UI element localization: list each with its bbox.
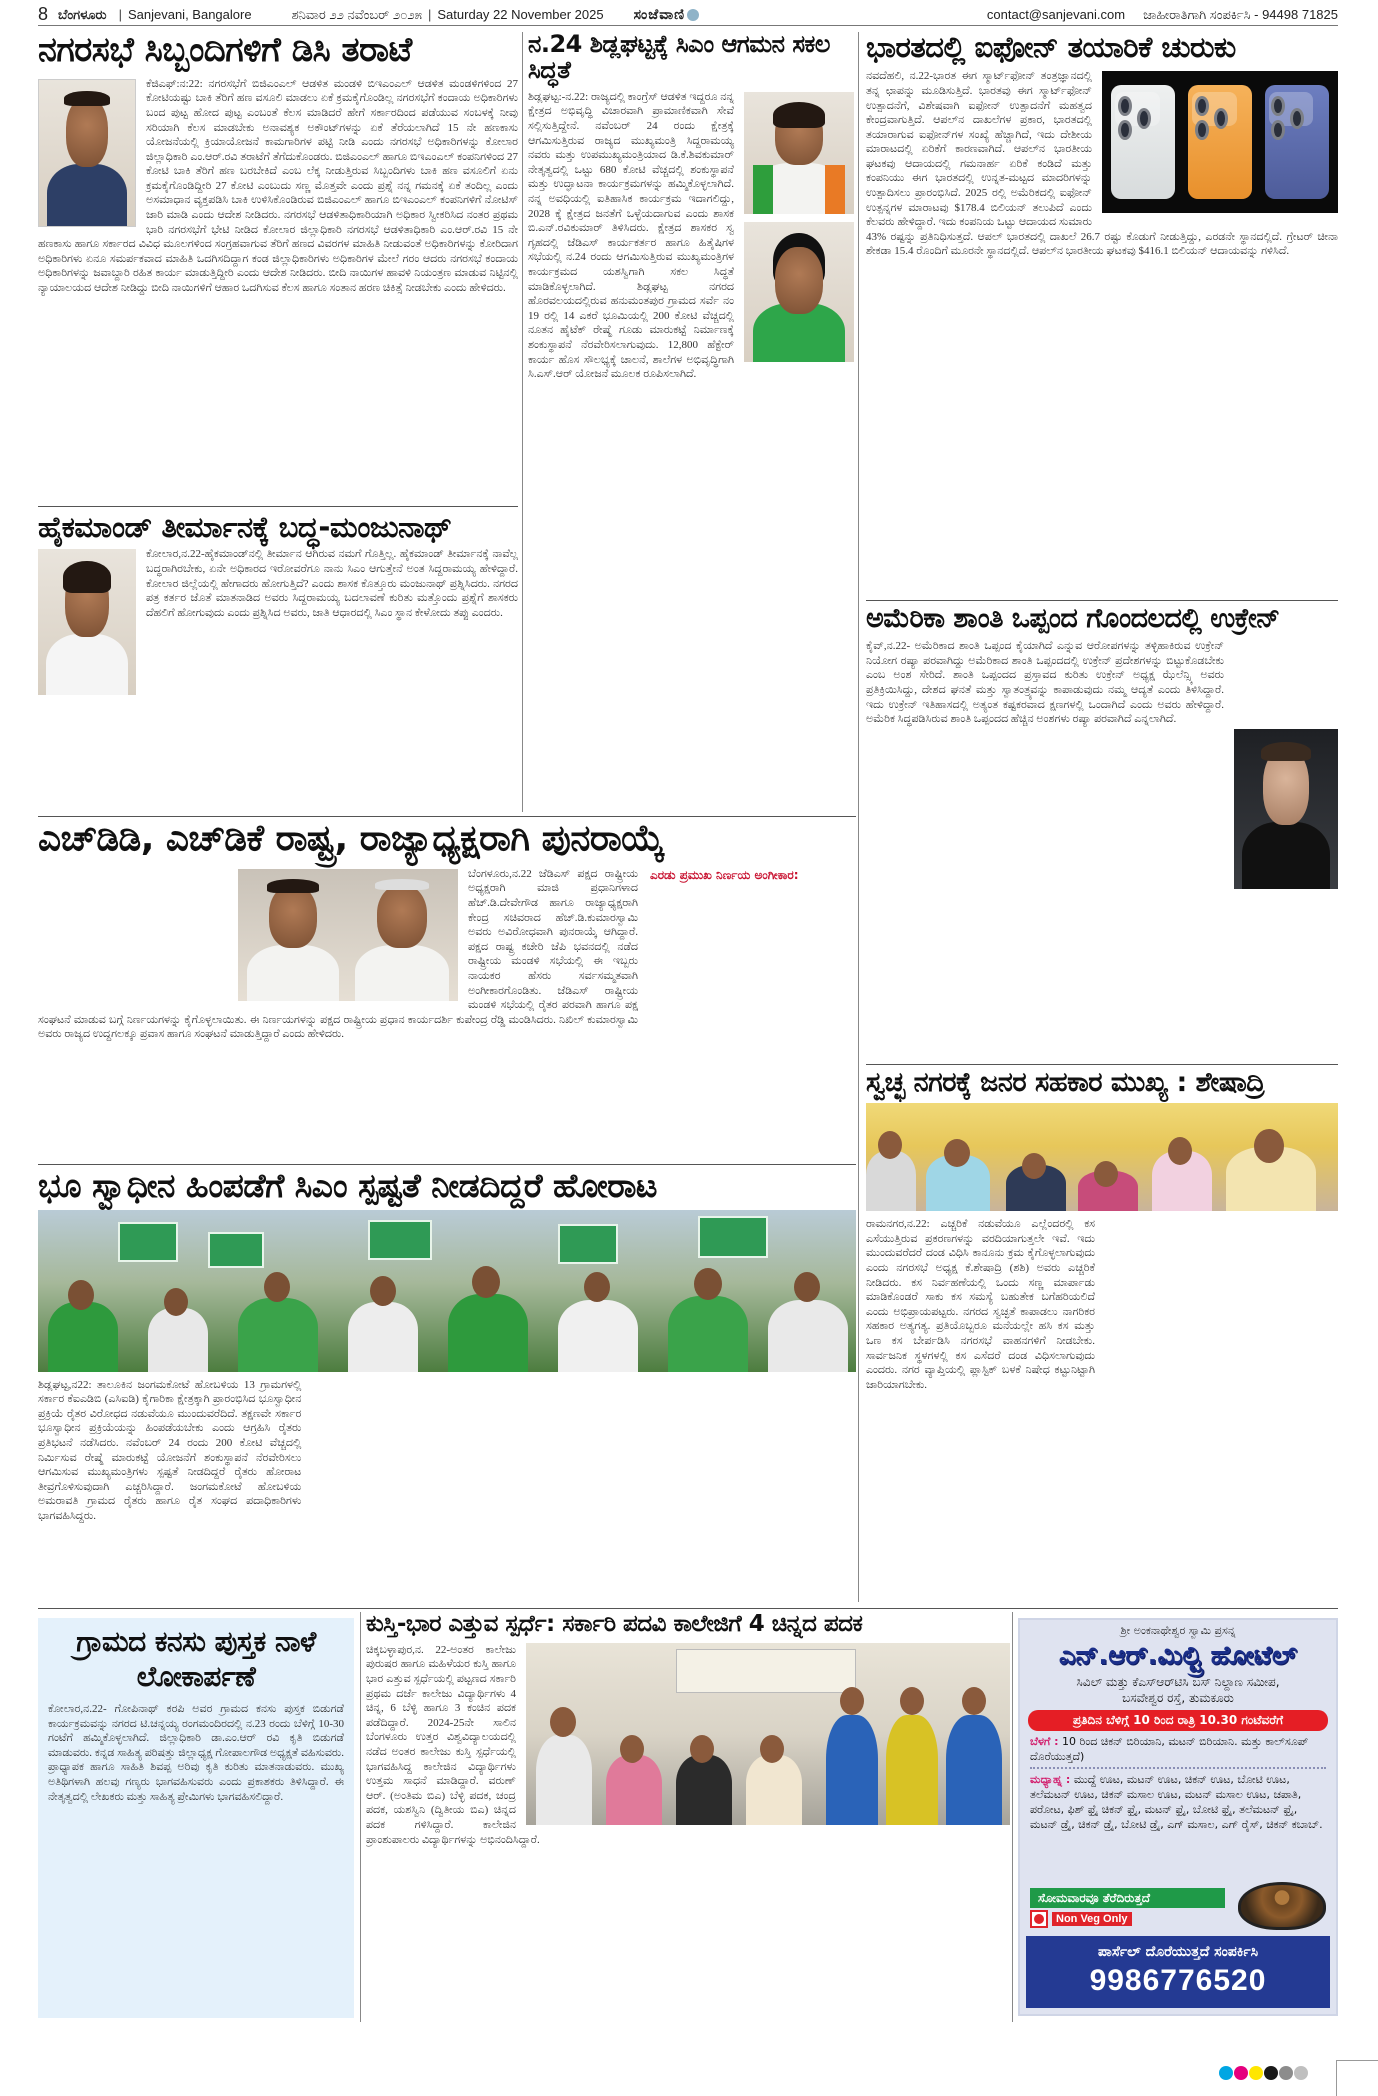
column-rule [858,32,859,1602]
date-english: Saturday 22 November 2025 [437,7,604,22]
yellow-swatch [1249,2066,1263,2080]
camera-lens [1195,96,1209,116]
column-rule [1012,1612,1013,2022]
article-cm-visit [528,32,854,812]
photo-shape [826,1715,878,1825]
page-number: 8 [38,4,49,24]
article-body: ನವದೆಹಲಿ, ನ.22-ಭಾರತ ಈಗ ಸ್ಮಾರ್ಟ್‌ಫೋನ್ ತಂತ್ರಜ್ಞಾನದಲ್ಲಿ ತನ್ನ ಛಾಪನ್ನು ಮೂಡಿಸುತ್ತಿದೆ. ಭಾರತವು ಈಗ ಸ್ಮಾರ್ಟ್‌ಫೋನ್ ಉತ್ಪಾದನೆಗೆ, ವಿಶೇಷವಾಗಿ ಐಫೋನ್ ಉತ್ಪಾದನೆಗೆ ಮಹತ್ವದ ಕೇಂದ್ರವಾಗುತ್ತಿದೆ. ಆಪಲ್‌ನ ದಾಖಲೆಗಳ ಪ್ರಕಾರ, ಭಾರತದಲ್ಲಿ ತಯಾರಾಗುವ ಐಫೋನ್‌ಗಳ ಸಂಖ್ಯೆ ಹೆಚ್ಚಾಗಿದೆ, ಇದು ದೇಶೀಯ ಮಾರಾಟದಲ್ಲಿ ಏರಿಕೆಗೆ ಕಾರಣವಾಗಿದೆ. ಆಪಲ್‌ನ ಭಾರತೀಯ ಘಟಕವು ಆದಾಯದಲ್ಲಿ ಗಮನಾರ್ಹ ಏರಿಕೆ ಕಂಡಿದೆ ಮತ್ತು ಕಂಪನಿಯು ಈಗ ಭಾರತದಲ್ಲಿ ಉನ್ನತ-ಮಟ್ಟದ ಮಾದರಿಗಳನ್ನು ಉತ್ಪಾದಿಸಲು ಪ್ರಾರಂಭಿಸಿದೆ. 2025 ರಲ್ಲಿ ಅಮೆರಿಕದಲ್ಲಿ ಐಫೋನ್ ಉತ್ಪನ್ನಗಳ ಮಾರಾಟವು $178.4 ಬಿಲಿಯನ್ ತಲುಪಿದೆ ಎಂದು ಕೆಲವರು ಹೇಳಿದ್ದಾರೆ. ಇದು ಕಂಪನಿಯ ಒಟ್ಟು ಆದಾಯದ ಸುಮಾರು 43% ರಷ್ಟನ್ನು ಪ್ರತಿನಿಧಿಸುತ್ತದೆ. ಆಪಲ್ ಭಾರತದಲ್ಲಿ ದಾಖಲೆ 26.7 ರಷ್ಟು ಕೊಡುಗೆ ನೀಡುತ್ತಿದ್ದು, ಎರಡನೇ ಸ್ಥಾನದಲ್ಲಿದೆ. ಗ್ರೇಟರ್ ಚೀನಾ ಶೇಕಡಾ 15.4 ರೊಂದಿಗೆ ಮೂರನೇ ಸ್ಥಾನದಲ್ಲಿದೆ. ಆಪಲ್‌ನ ಭಾರತೀಯ ಘಟಕವು $416.1 ಬಿಲಿಯನ್ ಆದಾಯವನ್ನು ಗಳಿಸಿದೆ. [866,70,1338,258]
article-clean-city [866,1068,1338,1603]
edition-label: Sanjevani, Bangalore [127,7,252,22]
placard [208,1232,264,1268]
photo-shape [900,1687,924,1715]
photo-shape [775,247,823,314]
photo-shape [760,1735,784,1763]
photo-shape [1242,822,1329,889]
print-registration-marks [1219,2066,1308,2080]
non-veg-dot [1034,1914,1044,1924]
photo-shape [47,164,128,226]
photo-shape [1022,1153,1046,1179]
farmers-protest-photo [38,1210,856,1372]
headline: ನ.24 ಶಿಡ್ಲಘಟ್ಟಕ್ಕೆ ಸಿಎಂ ಆಗಮನ ಸಕಲ ಸಿದ್ಧತೆ [528,32,830,84]
leaders-photo [238,869,458,1001]
subhead-column [650,867,856,1151]
hotel-advertisement [1018,1618,1338,2016]
photo-shape [1094,1161,1118,1187]
photo-shape [694,1268,722,1300]
article-body-wrap [38,77,518,497]
contact-email[interactable]: contact@sanjevani.com [986,7,1126,22]
ad-badges-row [1026,1888,1330,1930]
ad-blessing: ಶ್ರೀ ಅಂಕನಾಥೇಶ್ವರ ಸ್ವಾಮಿ ಪ್ರಸನ್ನ [1120,1624,1236,1637]
photo-shape [375,879,429,890]
article-body: ಕೆಜಿಎಫ್:ನ:22: ನಗರಸಭೆಗೆ ಬಿಜಿಎಂಎಲ್ ಆಡಳಿತ ಮಂಡಳಿ ಬಿಇಎಂಎಲ್ ಆಡಳಿತ ಮಂಡಳಿಗಳಿಂದ 27 ಕೋಟಿಯಷ್ಟು ಬಾಕಿ ತೆರಿಗೆ ಹಣ ವಸೂಲಿ ಮಾಡಲು ಏಕೆ ಕ್ರಮಕೈಗೊಂಡಿಲ್ಲ ನಗರಸಭೆಗೆ ಕಂದಾಯ ಅಧಿಕಾರಿಗಳು ಬಂದ ಪುಟ್ಟ ಹೋದ ಪುಟ್ಟ ಎಂಬಂತೆ ಕೆಲಸ ಮಾಡಿದರೆ ಹೇಗೆ ಸರ್ಕಾರದಿಂದ ಪಡೆಯುವ ಸಂಬಳಕ್ಕೆ ನೀವು ಸರಿಯಾಗಿ ಕೆಲಸ ಮಾಡಬೇಕು ಅನಾವಶ್ಯಕ ಅಕೌಂಟ್‌ಗಳನ್ನು ಏಕೆ ತೆರೆಯಲಾಗಿದೆ 15 ನೇ ಹಣಕಾಸು ಯೋಜನೆಯಲ್ಲಿ ಕ್ರಿಯಾಯೋಜನೆ ಕಾಮಗಾರಿಗಳ ಪಟ್ಟಿ ನೀಡಿ ಎಂದು ನಗರಸಭೆ ಅಧಿಕಾರಿಗಳನ್ನು ಕೋಲಾರ ಜಿಲ್ಲಾಧಿಕಾರಿ ಎಂ.ಆರ್.ರವಿ ತರಾಟೆಗೆ ತೆಗೆದುಕೊಂಡರು. ಬಿಜಿಎಂಎಲ್ ಹಾಗೂ ಬಿಇಎಂಎಲ್ ಕಂಪನಿಗಳಿಂದ 27 ಕೋಟಿ ಬಾಕಿ ತೆರಿಗೆ ಹಣ ಬರಬೇಕಿದೆ ಎಂಬ ಲೆಕ್ಕ ನೀಡುತ್ತಿರುವ ಸಿಬ್ಬಂದಿಗಳು ಬಾಕಿ ಹಣ ವಸೂಲಿಗೆ ಏನು ಕ್ರಮಕೈಗೊಂಡಿದ್ದೀರಿ 27 ಕೋಟಿ ಎಂಬುದು ಸಣ್ಣ ಮೊತ್ತವೇ ಎಂದು ಪ್ರಶ್ನೆ ನನ್ನ ಗಮನಕ್ಕೆ ಏಕೆ ತಂದಿಲ್ಲ ಎಂದು ಅಸಮಾಧಾನ ವ್ಯಕ್ತಪಡಿಸಿ ಬಾಕಿ ಉಳಿಸಿಕೊಂಡಿರುವ ಬಿಜಿಎಂಎಲ್ ಹಾಗೂ ಬಿಇಎಂಎಲ್ ಕಂಪನಿಗಳಿಗೆ ನೋಟಿಸ್ ಜಾರಿ ಮಾಡಿ ಎಂದು ಆದೇಶ ನೀಡಿದರು. ನಗರಸಭೆ ಆಡಳಿತಾಧಿಕಾರಿಯಾಗಿ ಅಧಿಕಾರ ಸ್ವೀಕರಿಸಿದ ನಂತರ ಪ್ರಥಮ ಭಾರಿ ನಗರಸಭೆಗೆ ಭೇಟಿ ನೀಡಿದ ಕೋಲಾರ ಜಿಲ್ಲಾಧಿಕಾರಿ ನಗರಸಭೆ ಆಡಳಿತಾಧಿಕಾರಿ ಎಂ.ಆರ್.ರವಿ 15 ನೇ ಹಣಕಾಸು ಹಾಗೂ ಸರ್ಕಾರದ ವಿವಿಧ ಮೂಲಗಳಿಂದ ಸಂಗ್ರಹವಾಗುವ ತೆರಿಗೆ ಹಣದ ವಿವರಗಳ ಮಾಹಿತಿ ನೀಡುವಂತೆ ಅಧಿಕಾರಿಗಳನ್ನು ಕೋರಿದಾಗ ಅಧಿಕಾರಿಗಳು ಏನೂ ಸಮರ್ಪಕವಾದ ಮಾಹಿತಿ ಒದಗಿಸದಿದ್ದಾಗ ಕಂಡ ಜಿಲ್ಲಾಧಿಕಾರಿಗಳು ಅಧಿಕಾರಿಗಳ ಮೇಲೆ ಗರಂ ಆದರು ನಗರಸಭೆ ಕಂದಾಯ ಅಧಿಕಾರಿಗಳನ್ನು ಜವಾಬ್ದಾರಿ ರಹಿತ ಕಾರ್ಯ ಮಾಡುತ್ತಿದ್ದೀರಿ ಎಂದು ಆದೇಶ ನೀಡಿದರು. ಬೀದಿ ನಾಯಿಗಳ ಹಾವಳಿ ನಿಯಂತ್ರಣ ಮಾಡುವ ನಿಟ್ಟಿನಲ್ಲಿ ನ್ಯಾಯಾಲಯದ ಆದೇಶ ನೀಡಿದ್ದು ಬೀದಿ ನಾಯಿಗಳಿಗೆ ಆಹಾರ ಒದಗಿಸುವ ಕೆಲಸ ಹಾಗೂ ಸಂತಾನ ಹರಣ ಚಿಕಿತ್ಸೆ ನೀಡಬೇಕು ಎಂದು ಹೇಳಿದರು. [38,77,518,295]
photo-shape [64,91,110,106]
non-veg-symbol-icon [1030,1910,1048,1928]
photo-shape [794,1272,820,1302]
mla-portrait-photo [744,92,854,214]
dc-portrait-photo [38,79,136,227]
section-rule [38,1608,1338,1609]
photo-shape [676,1755,732,1825]
photo-shape [773,102,826,129]
photo-shape [606,1755,662,1825]
headline: ಎಚ್‌ಡಿಡಿ, ಎಚ್‌ಡಿಕೆ ರಾಷ್ಟ್ರ, ರಾಜ್ಯಾಧ್ಯಕ್ಷರಾಗಿ ಪುನರಾಯ್ಕೆ [38,820,665,859]
photo-shape [946,1715,1002,1825]
photo-shape [267,879,320,892]
hotel-phone-number[interactable]: 9986776520 [1089,1964,1267,1997]
photo-shape [840,1687,864,1715]
photo-shape [355,945,449,1000]
cyan-swatch [1219,2066,1233,2080]
headline: ಕುಸ್ತಿ-ಭಾರ ಎತ್ತುವ ಸ್ಪರ್ಧೆ: ಸರ್ಕಾರಿ ಪದವಿ ಕಾಲೇಜಿಗೆ 4 ಚಿನ್ನದ ಪದಕ [366,1612,863,1637]
crop-mark [1336,2060,1378,2096]
photo-shape [269,885,317,948]
photo-shape [164,1288,188,1316]
photo-shape [550,1707,576,1737]
parcel-text: ಪಾರ್ಸೆಲ್ ದೊರೆಯುತ್ತದೆ ಸಂಪರ್ಕಿಸಿ [1097,1944,1259,1960]
photo-shape [148,1308,208,1372]
photo-shape [558,1300,638,1372]
manjunath-portrait-photo [38,549,136,695]
masthead [38,4,1338,26]
photo-shape [886,1715,938,1825]
photo-shape [472,1266,500,1298]
article-body: ಕೋಲಾರ,ನ.22-ಹೈಕಮಾಂಡ್‌ನಲ್ಲಿ ತೀರ್ಮಾನ ಆಗಿರುವ ನಮಗೆ ಗೊತ್ತಿಲ್ಲ. ಹೈಕಮಾಂಡ್ ತೀರ್ಮಾನಕ್ಕೆ ನಾವೆಲ್ಲ ಬದ್ಧರಾಗಿರಬೇಕು, ಏನೇ ಅಧಿಕಾರದ ಇರೋವರೆಗೂ ನಾನು ಸಿಎಂ ಆಗುತ್ತೇನೆ ಅಂತ ಸಿದ್ದರಾಮಯ್ಯ ಹೇಳಿದ್ದಾರೆ. ಕೋಲಾರ ಜಿಲ್ಲೆಯಲ್ಲಿ ಹೇಗಾದರು ಹೋಗುತ್ತಿದೆ? ಎಂದು ಶಾಸಕ ಕೊತ್ತೂರು ಮಂಜುನಾಥ್ ಪ್ರಶ್ನಿಸಿದರು. ನಗರದ ಪತ್ರ ಕರ್ತರ ಜೊತೆ ಮಾತನಾಡಿದ ಅವರು ಸಿದ್ದರಾಮಯ್ಯ ಬದಲಾವಣೆ ಕುರಿತು ಮತ್ತೊಂದು ಪ್ರಶ್ನೆಗೆ ಶಾಸಕರು ದೆಹಲಿಗೆ ಹೋಗುವುದು ಎಂದು ಪ್ರಶ್ನಿಸಿದ ಅವರು, ಜಾತಿ ಆಧಾರದಲ್ಲಿ ಸಿಎಂ ಸ್ಥಾನ ಕೇಳೋದು ತಪ್ಪು ಎಂದರು. [146,548,518,619]
article-highcommand [38,512,518,810]
placard [368,1220,432,1260]
parcel-contact-banner [1026,1936,1330,2008]
photo-shape [944,1139,970,1167]
photo-shape [247,945,339,1000]
camera-lens [1118,96,1132,116]
woman-portrait-photo [744,222,854,362]
placard [118,1222,178,1262]
camera-lens [1137,108,1151,128]
hotel-address [1020,1674,1336,1706]
article-body: ಚಿಕ್ಕಬಳ್ಳಾಪುರ,ನ. 22-ಅಂತರ ಕಾಲೇಜು ಪುರುಷರ ಹಾಗೂ ಮಹಿಳೆಯರ ಕುಸ್ತಿ ಹಾಗೂ ಭಾರ ಎತ್ತುವ ಸ್ಪರ್ಧೆಯಲ್ಲಿ ಪಟ್ಟಣದ ಸರ್ಕಾರಿ ಪ್ರಥಮ ದರ್ಜೆ ಕಾಲೇಜು ವಿದ್ಯಾರ್ಥಿಗಳು 4 ಚಿನ್ನ, 6 ಬೆಳ್ಳಿ ಹಾಗೂ 3 ಕಂಚಿನ ಪದಕ ಪಡೆದಿದ್ದಾರೆ. 2024-25ನೇ ಸಾಲಿನ ಬೆಂಗಳೂರು ಉತ್ತರ ವಿಶ್ವವಿದ್ಯಾಲಯದಲ್ಲಿ ನಡೆದ ಅಂತರ ಕಾಲೇಜು ಕುಸ್ತಿ ಸ್ಪರ್ಧೆಯಲ್ಲಿ ಭಾಗವಹಿಸಿದ್ದ ಕಾಲೇಜಿನ ವಿದ್ಯಾರ್ಥಿಗಳು ಉತ್ತಮ ಸಾಧನೆ ಮಾಡಿದ್ದಾರೆ. ವರುಣ್ ಆರ್. (ಅಂತಿಮ ಬಿಎ) ಬೆಳ್ಳಿ ಪದಕ, ಚಂದ್ರ ಪದಕ, ಯಶಸ್ವಿನಿ (ದ್ವಿತೀಯ ಬಿಎ) ಚಿನ್ನದ ಪದಕ ಗಳಿಸಿದ್ದಾರೆ. ಕಾಲೇಜಿನ ಪ್ರಾಂಶುಪಾಲರು ವಿದ್ಯಾರ್ಥಿಗಳನ್ನು ಅಭಿನಂದಿಸಿದ್ದಾರೆ. [366,1643,540,1846]
non-veg-label: Non Veg Only [1052,1912,1132,1926]
column-rule [360,1612,361,2022]
article-ukraine [866,604,1338,1059]
headline: ಭೂ ಸ್ವಾಧೀನ ಹಿಂಪಡೆಗೆ ಸಿಎಂ ಸ್ಪಷ್ಟತೆ ನೀಡದಿದ್ದರೆ ಹೋರಾಟ [38,1168,657,1205]
photo-shape [68,1280,94,1310]
photo-shape [48,1302,118,1372]
photo-shape [46,634,128,695]
photo-shape [370,1276,396,1306]
photo-shape [66,97,108,167]
grey-swatch [1279,2066,1293,2080]
article-body-wrap [38,547,518,805]
camera-lens [1214,108,1228,128]
article-body: ಬೆಂಗಳೂರು,ನ.22 ಜೆಡಿಎಸ್ ಪಕ್ಷದ ರಾಷ್ಟ್ರೀಯ ಅಧ್ಯಕ್ಷರಾಗಿ ಮಾಜಿ ಪ್ರಧಾನಿಗಳಾದ ಹೆಚ್.ಡಿ.ದೇವೇಗೌಡ ಹಾಗೂ ರಾಜ್ಯಾಧ್ಯಕ್ಷರಾಗಿ ಕೇಂದ್ರ ಸಚಿವರಾದ ಹೆಚ್.ಡಿ.ಕುಮಾರಸ್ವಾಮಿ ಅವರು ಅವಿರೋಧವಾಗಿ ಪುನರಾಯ್ಕೆ ಆಗಿದ್ದಾರೆ. ಪಕ್ಷದ ರಾಷ್ಟ್ರ ಕಚೇರಿ ಜೆಪಿ ಭವನದಲ್ಲಿ ನಡೆದ ರಾಷ್ಟ್ರೀಯ ಮಂಡಳಿ ಸಭೆಯಲ್ಲಿ ಈ ಇಬ್ಬರು ನಾಯಕರ ಹೆಸರು ಸರ್ವಸಮ್ಮತವಾಗಿ ಅಂಗೀಕಾರಗೊಂಡಿತು. ಜೆಡಿಎಸ್ ರಾಷ್ಟ್ರೀಯ ಮಂಡಳಿ ಸಭೆಯಲ್ಲಿ ರೈತರ ಪರವಾಗಿ ಹಾಗೂ ಪಕ್ಷ ಸಂಘಟನೆ ಮಾಡುವ ಬಗ್ಗೆ ನಿರ್ಣಯಗಳನ್ನು ಕೈಗೊಳ್ಳಲಾಯಿತು. ಈ ನಿರ್ಣಯಗಳನ್ನು ಪಕ್ಷದ ರಾಷ್ಟ್ರೀಯ ಪ್ರಧಾನ ಕಾರ್ಯದರ್ಶಿ ಕುಪೇಂದ್ರ ರೆಡ್ಡಿ ಮಂಡಿಸಿದರು. ನಿಖಿಲ್ ಕುಮಾರಸ್ವಾಮಿ ಅವರು ರಾಜ್ಯದ ಉದ್ದಗಲಕ್ಕೂ ಪ್ರವಾಸ ಹಾಗೂ ಸಂಘಟನೆ ಮಾಡುತ್ತಿದ್ದಾರೆ ಎಂದು ಹೇಳಿದರು. [38,867,638,1041]
afternoon-menu [1020,1772,1336,1832]
hotel-name: ಎನ್.ಆರ್.ಮಿಲ್ಟ್ರಿ ಹೋಟೆಲ್ [1058,1641,1298,1671]
photo-shape [668,1296,748,1372]
iphone-blue [1265,85,1329,199]
cm-visit-photos [744,92,854,362]
section-rule [38,816,856,817]
date-kannada: ಶನಿವಾರ ೨೨ ನವೆಂಬರ್ ೨೦೨೫ [291,6,422,22]
article-hdd-hdk [38,820,856,1158]
afternoon-label: ಮಧ್ಯಾಹ್ನ : [1030,1773,1071,1786]
photo-shape [584,1272,610,1302]
subhead: ಎರಡು ಪ್ರಮುಖ ನಿರ್ಣಯ ಅಂಗೀಕಾರ: [650,867,799,882]
morning-menu [1020,1731,1336,1764]
leader-two [346,869,458,1001]
article-wrestling [366,1612,1010,2022]
city-label: ಬೆಂಗಳೂರು [58,6,107,22]
light-grey-swatch [1294,2066,1308,2080]
photo-shape [962,1687,986,1715]
afternoon-items: ಮುದ್ದೆ ಊಟ, ಮಟನ್ ಊಟ, ಚಿಕನ್ ಊಟ, ಬೋಟಿ ಊಟ, ತಲೆಮಟನ್ ಊಟ, ಚಿಕನ್ ಮಸಾಲ ಊಟ, ಮಟನ್ ಮಸಾಲ ಊಟ, ಚಪಾತಿ, ಪರೋಟ, ಫಿಶ್ ಫ್ರೈ ಚಿಕನ್ ಫ್ರೈ, ಮಟನ್ ಫ್ರೈ, ಬೋಟಿ ಫ್ರೈ, ತಲೆಮಟನ್ ಫ್ರೈ, ಮಟನ್ ಡ್ರೈ, ಚಿಕನ್ ಡ್ರೈ, ಬೋಟಿ ಡ್ರೈ, ಎಗ್ ಮಸಾಲ, ಎಗ್ ರೈಸ್, ಚಿಕನ್ ಕಬಾಬ್. [1030,1773,1323,1831]
hotel-timing-banner: ಪ್ರತಿದಿನ ಬೆಳಿಗ್ಗೆ 10 ರಿಂದ ರಾತ್ರಿ 10.30 ಗಂಟೆವರೆಗೆ [1028,1710,1328,1731]
placard [558,1224,618,1264]
section-rule [38,506,518,507]
headline: ಭಾರತದಲ್ಲಿ ಐಫೋನ್ ತಯಾರಿಕೆ ಚುರುಕು [866,32,1236,64]
article-body-wrap [366,1643,1010,2015]
photo-shape [690,1735,714,1763]
photo-shape [1168,1137,1192,1165]
photo-shape [448,1294,528,1372]
open-monday-badge: ಸೋಮವಾರವೂ ತೆರೆದಿರುತ್ತದೆ [1030,1888,1225,1908]
separator: | [118,7,122,22]
photo-shape [348,1302,418,1372]
camera-lens [1271,120,1285,140]
menu-divider [1030,1767,1326,1769]
ad-contact: ಜಾಹೀರಾತಿಗಾಗಿ ಸಂಪರ್ಕಿಸಿ - 94498 71825 [1143,6,1338,22]
article-body: ಶಿಡ್ಲಘಟ್ಟ,ನ22: ತಾಲೂಕಿನ ಜಂಗಮಕೋಟೆ ಹೋಬಳಿಯ 13 ಗ್ರಾಮಗಳಲ್ಲಿ ಸರ್ಕಾರ ಕೆಐಎಡಿಬಿ (ಎಸಿಐಡಿ) ಕೈಗಾರಿಕಾ ಕ್ಷೇತ್ರಕ್ಕಾಗಿ ಪ್ರಾರಂಭಿಸಿದ ಭೂಸ್ವಾಧೀನ ಪ್ರಕ್ರಿಯೆ ರೈತರ ವಿರೋಧದ ನಡುವೆಯೂ ಮುಂದುವರೆದಿದೆ. ತಕ್ಷಣವೇ ಸರ್ಕಾರ ಭೂಸ್ವಾಧೀನ ಪ್ರಕ್ರಿಯೆಯನ್ನು ಹಿಂಪಡೆಯಬೇಕು ಎಂದು ಆಗ್ರಹಿಸಿ ರೈತರು ಪ್ರತಿಭಟನೆ ನಡೆಸಿದರು. ನವೆಂಬರ್ 24 ರಂದು 200 ಕೋಟಿ ವೆಚ್ಚದಲ್ಲಿ ನಿರ್ಮಿಸುವ ರೇಷ್ಮೆ ಮಾರುಕಟ್ಟೆ ಯೋಜನೆಗೆ ಶಂಕುಸ್ಥಾಪನೆ ನೆರವೇರಿಸಲು ಆಗಮಿಸುವ ಮುಖ್ಯಮಂತ್ರಿಗಳು ಸ್ಪಷ್ಟತೆ ನೀಡದಿದ್ದರೆ ರೈತರು ಹೋರಾಟ ತೀವ್ರಗೊಳಿಸುವುದಾಗಿ ಎಚ್ಚರಿಸಿದ್ದಾರೆ. ಜಂಗಮಕೋಟೆ ಹೋಬಳಿಯ ಅಮರಾವತಿ ಗ್ರಾಮದ ರೈತರು ಹಾಗೂ ರೈತ ಸಂಘದ ಪದಾಧಿಕಾರಿಗಳು ಭಾಗವಹಿಸಿದ್ದರು. [38,1378,302,1522]
photo-shape [1254,1129,1284,1163]
column-rule [522,32,523,812]
iphone-orange [1188,85,1252,199]
photo-shape [866,1151,916,1211]
section-rule [866,1064,1338,1065]
morning-items: 10 ರಿಂದ ಚಿಕನ್ ಬಿರಿಯಾನಿ, ಮಟನ್ ಬಿರಿಯಾನಿ. ಮತ್ತು ಕಾಲ್‌ಸೂಪ್ ದೊರೆಯುತ್ತದೆ) [1030,1735,1309,1763]
logo-text: ಸಂಜೆವಾಣಿ [633,6,686,22]
photo-shape [238,1298,318,1372]
article-body-wrap [866,69,1338,589]
photo-shape [1261,742,1311,761]
headline: ಹೈಕಮಾಂಡ್ ತೀರ್ಮಾನಕ್ಕೆ ಬದ್ಧ-ಮಂಜುನಾಥ್ [38,512,452,544]
medal-winners-photo [526,1643,1010,1825]
newspaper-logo [634,6,701,23]
zelensky-portrait-photo [1234,729,1338,889]
photo-shape [264,1272,290,1302]
article-body: ಕೈವ್,ನ.22- ಅಮೆರಿಕಾದ ಶಾಂತಿ ಒಪ್ಪಂದ ಕೈಯಾಗಿದೆ ಎನ್ನುವ ಆರೋಪಗಳನ್ನು ತಳ್ಳಿಹಾಕಿರುವ ಉಕ್ರೇನ್ ನಿಯೋಗ ರಷ್ಯಾ ಪರವಾಗಿದ್ದು ಅಮೆರಿಕಾದ ಶಾಂತಿ ಒಪ್ಪಂದದಲ್ಲಿ ಉಕ್ರೇನ್ ಪ್ರದೇಶಗಳನ್ನು ಬಿಟ್ಟುಕೊಡಬೇಕು ಎಂಬ ಅಂಶ ಸೇರಿದೆ. ಶಾಂತಿ ಒಪ್ಪಂದದ ಪ್ರಸ್ತಾವದ ಕುರಿತು ಉಕ್ರೇನ್ ಅಧ್ಯಕ್ಷ ಝೆಲೆನ್ಸ್ಕಿ ಅವರು ಪ್ರತಿಕ್ರಿಯಿಸಿದ್ದು, ದೇಶದ ಘನತೆ ಮತ್ತು ಸ್ವಾತಂತ್ರ್ಯವನ್ನು ಕಾಪಾಡುವುದು ನಮ್ಮ ಆದ್ಯತೆ ಎಂದು ತಿಳಿಸಿದ್ದಾರೆ. ಇದು ಉಕ್ರೇನ್ ಇತಿಹಾಸದಲ್ಲಿ ಅತ್ಯಂತ ಕಷ್ಟಕರವಾದ ಕ್ಷಣಗಳಲ್ಲಿ ಒಂದಾಗಿದೆ ಎಂದು ಅವರು ಹೇಳಿದ್ದಾರೆ. ಅಮೆರಿಕ ಸಿದ್ಧಪಡಿಸಿರುವ ಶಾಂತಿ ಒಪ್ಪಂದದ ಹೆಚ್ಚಿನ ಅಂಶಗಳು ರಷ್ಯಾ ಪರವಾಗಿದೆ ಎನ್ನಲಾಗಿದೆ. [866,640,1224,726]
magenta-swatch [1234,2066,1248,2080]
article-body-wrap [38,867,638,1151]
iphone-product-photo [1102,71,1338,213]
banner [676,1649,856,1693]
section-rule [38,1164,856,1165]
photo-shape [825,165,845,214]
food-plate-image [1238,1882,1326,1930]
headline: ನಗರಸಭೆ ಸಿಬ್ಬಂದಿಗಳಿಗೆ ಡಿಸಿ ತರಾಟೆ [38,32,412,70]
camera-lens [1195,120,1209,140]
photo-shape [63,561,110,593]
hdd-hdk-content [38,867,856,1151]
photo-shape [746,1755,802,1825]
morning-label: ಬೆಳಗೆ : [1030,1735,1059,1748]
photo-shape [620,1735,644,1763]
photo-shape [768,1300,848,1372]
article-body-wrap [528,90,854,802]
section-rule [866,600,1338,601]
date-separator: | [428,7,432,22]
headline: ಅಮೆರಿಕಾ ಶಾಂತಿ ಒಪ್ಪಂದ ಗೊಂದಲದಲ್ಲಿ ಉಕ್ರೇನ್ [866,604,1280,634]
address-line-1: ಸಿವಿಲ್ ಮತ್ತು ಕೆಎಸ್ಆರ್‌ಟಿಸಿ ಬಸ್ ನಿಲ್ದಾಣ ಸಮೀಪ, [1076,1675,1280,1689]
camera-lens [1118,120,1132,140]
non-veg-badge [1030,1910,1132,1928]
article-dc-staff [38,32,518,502]
headline: ಸ್ವಚ್ಛ ನಗರಕ್ಕೆ ಜನರ ಸಹಕಾರ ಮುಖ್ಯ : ಶೇಷಾದ್ರಿ [866,1068,1265,1098]
iphone-silver [1111,85,1175,199]
article-iphone [866,32,1338,597]
clean-city-group-photo [866,1103,1338,1211]
photo-shape [753,165,773,214]
article-body: ಕೋಲಾರ,ನ.22- ಗೋಪಿನಾಥ್ ಕರಪಿ ಅವರ ಗ್ರಾಮದ ಕನಸು ಪುಸ್ತಕ ಬಿಡುಗಡೆ ಕಾರ್ಯಕ್ರಮವನ್ನು ನಗರದ ಟಿ.ಚನ್ನಯ್ಯ ರಂಗಮಂದಿರದಲ್ಲಿ ನ.23 ರಂದು ಬೆಳಿಗ್ಗೆ 10-30 ಗಂಟೆಗೆ ಹಮ್ಮಿಕೊಳ್ಳಲಾಗಿದೆ. ಜಿಲ್ಲಾಧಿಕಾರಿ ಡಾ.ಎಂ.ಆರ್ ರವಿ ಕೃತಿ ಬಿಡುಗಡೆ ಮಾಡುವರು. ಕನ್ನಡ ಸಾಹಿತ್ಯ ಪರಿಷತ್ತು ಜಿಲ್ಲಾಧ್ಯಕ್ಷ ಗೋಪಾಲಗೌಡ ಅಧ್ಯಕ್ಷತೆ ವಹಿಸುವರು. ಪ್ರಾಧ್ಯಾಪಕ ಹಾಗೂ ಸಾಹಿತಿ ಶಿವಪ್ಪ ಅರಿವು ಕೃತಿ ಕುರಿತು ಮಾತನಾಡುವರು. ಮುಖ್ಯ ಅತಿಥಿಗಳಾಗಿ ಹಲವು ಗಣ್ಯರು ಭಾಗವಹಿಸುವರು ಎಂದು ಪ್ರಕಾಶಕರು ತಿಳಿಸಿದ್ದಾರೆ. ಈ ನೇತೃತ್ವದಲ್ಲಿ ಲೇಖಕರು ಮತ್ತು ಸಾಹಿತ್ಯ ಪ್ರೇಮಿಗಳು ಭಾಗವಹಿಸಲಿದ್ದಾರೆ. [48,1703,344,1803]
article-land-protest [38,1168,856,1604]
article-body: ರಾಮನಗರ,ನ.22: ಎಚ್ಚರಿಕೆ ನಡುವೆಯೂ ಎಲ್ಲೆಂದರಲ್ಲಿ ಕಸ ಎಸೆಯುತ್ತಿರುವ ಪ್ರಕರಣಗಳನ್ನು ವರದಿಯಾಗುತ್ತಲೇ ಇವೆ. ಇದು ಮುಂದುವರೆದರೆ ದಂಡ ವಿಧಿಸಿ ಕಾನೂನು ಕ್ರಮ ಕೈಗೊಳ್ಳಲಾಗುವುದು ಎಂದು ನಗರಸಭೆ ಅಧ್ಯಕ್ಷ ಕೆ.ಶೇಷಾದ್ರಿ (ಶಶಿ) ಅವರು ಎಚ್ಚರಿಕೆ ನೀಡಿದರು. ಕಸ ನಿರ್ವಹಣೆಯಲ್ಲಿ ಒಂದು ಸಣ್ಣ ಮಾರ್ಪಾಡು ಮಾಡಿಕೊಂಡರೆ ಸಾಕು ಕಸ ಸಮಸ್ಯೆ ಬಹುತೇಕ ಬಗೆಹರಿಯಲಿದೆ ಎಂದು ಅಭಿಪ್ರಾಯಪಟ್ಟರು. ನಗರದ ಸ್ವಚ್ಛತೆ ಕಾಪಾಡಲು ನಾಗರಿಕರ ಸಹಕಾರ ಅತ್ಯಗತ್ಯ. ಪ್ರತಿಯೊಬ್ಬರೂ ಮನೆಯಲ್ಲೇ ಹಸಿ ಕಸ ಮತ್ತು ಒಣ ಕಸ ಬೇರ್ಪಡಿಸಿ ನಗರಸಭೆ ವಾಹನಗಳಿಗೆ ನೀಡಬೇಕು. ಸಾರ್ವಜನಿಕ ಸ್ಥಳಗಳಲ್ಲಿ ಕಸ ಎಸೆದರೆ ದಂಡ ವಿಧಿಸಲಾಗುವುದು ಎಂದರು. ನಗರ ವ್ಯಾಪ್ತಿಯಲ್ಲಿ ಪ್ಲಾಸ್ಟಿಕ್ ಬಳಕೆ ನಿಷೇಧ ಕಟ್ಟುನಿಟ್ಟಾಗಿ ಜಾರಿಯಾಗಬೇಕು. [866,1218,1095,1391]
headline: ಗ್ರಾಮದ ಕನಸು ಪುಸ್ತಕ ನಾಳೆ ಲೋಕಾರ್ಪಣೆ [76,1625,316,1693]
article-body: ಶಿಡ್ಲಘಟ್ಟ:-ನ.22: ರಾಜ್ಯದಲ್ಲಿ ಕಾಂಗ್ರೆಸ್ ಆಡಳಿತ ಇದ್ದರೂ ನನ್ನ ಕ್ಷೇತ್ರದ ಅಭಿವೃದ್ಧಿ ವಿಚಾರವಾಗಿ ಪ್ರಾಮಾಣಿಕವಾಗಿ ಸೇವೆ ಸಲ್ಲಿಸುತ್ತಿದ್ದೇನೆ. ನವೆಂಬರ್ 24 ರಂದು ಕ್ಷೇತ್ರಕ್ಕೆ ಆಗಮಿಸುತ್ತಿರುವ ರಾಜ್ಯದ ಮುಖ್ಯಮಂತ್ರಿ ಸಿದ್ದರಾಮಯ್ಯ ನವರು ಮತ್ತು ಉಪಮುಖ್ಯಮಂತ್ರಿಯಾದ ಡಿ.ಕೆ.ಶಿವಕುಮಾರ್ ನೇತೃತ್ವದಲ್ಲಿ ಒಟ್ಟು 680 ಕೋಟಿ ವೆಚ್ಚದಲ್ಲಿ ಶಂಕುಸ್ಥಾಪನೆ ಮತ್ತು ಉದ್ಘಾಟನಾ ಕಾರ್ಯಕ್ರಮಗಳನ್ನು ಹಮ್ಮಿಕೊಳ್ಳಲಾಗಿದೆ. ನನ್ನ ಅವಧಿಯಲ್ಲಿ ಐತಿಹಾಸಿಕ ಕಾರ್ಯಕ್ರಮ ಇದಾಗಲಿದ್ದು, 2028 ಕ್ಕೆ ಕ್ಷೇತ್ರದ ಜನತೆಗೆ ಒಳ್ಳೆಯದಾಗುವ ಎಂದು ಶಾಸಕ ಬಿ.ಎನ್.ರವಿಕುಮಾರ್ ತಿಳಿಸಿದರು. ಕ್ಷೇತ್ರದ ಶಾಸಕರ ಸ್ವ ಗೃಹದಲ್ಲಿ ಜೆಡಿಎಸ್ ಕಾರ್ಯಕರ್ತರ ಹಾಗೂ ಹಿತೈಷಿಗಳ ಸಭೆಯಲ್ಲಿ ನ.24 ರಂದು ಆಗಮಿಸುತ್ತಿರುವ ಮುಖ್ಯಮಂತ್ರಿಗಳ ಕಾರ್ಯಕ್ರಮದ ಯಶಸ್ವಿಗಾಗಿ ಸಕಲ ಸಿದ್ಧತೆ ಮಾಡಿಕೊಳ್ಳಲಾಗಿದೆ. ಶಿಡ್ಲಘಟ್ಟ ನಗರದ ಹೊರವಲಯದಲ್ಲಿರುವ ಹನುಮಂತಪುರ ಗ್ರಾಮದ ಸರ್ವೆ ನಂ 19 ರಲ್ಲಿ 14 ಎಕರೆ ಭೂಮಿಯಲ್ಲಿ 200 ಕೋಟಿ ವೆಚ್ಚದಲ್ಲಿ ನೂತನ ಹೈಟೆಕ್ ರೇಷ್ಮೆ ಗೂಡು ಮಾರುಕಟ್ಟೆ ನಿರ್ಮಾಣಕ್ಕೆ ಶಂಕುಸ್ಥಾಪನೆ ನೆರವೇರಿಸಲಾಗುವುದು. 12,800 ಹೆಕ್ಟೇರ್ ಕಾರ್ಯ ಹೊಸ ಸೌಲಭ್ಯಕ್ಕೆ ಚಾಲನೆ, ಶಾಲೆಗಳ ಅಭಿವೃದ್ಧಿಗಾಗಿ ಸಿ.ಎಸ್.ಆರ್ ಯೋಜನೆ ಮೂಲಕ ರೂಪಿಸಲಾಗಿದೆ. [528,90,734,381]
black-swatch [1264,2066,1278,2080]
address-line-2: ಬಸವೇಶ್ವರ ರಸ್ತೆ, ತುಮಕೂರು [1122,1691,1234,1705]
photo-shape [878,1131,902,1159]
article-village-book [38,1618,354,2018]
photo-shape [536,1735,592,1825]
article-body-wrap [866,639,1338,1051]
leader-one [238,869,348,1001]
placard [698,1216,768,1258]
photo-shape [377,885,426,948]
logo-globe-icon [687,9,699,21]
